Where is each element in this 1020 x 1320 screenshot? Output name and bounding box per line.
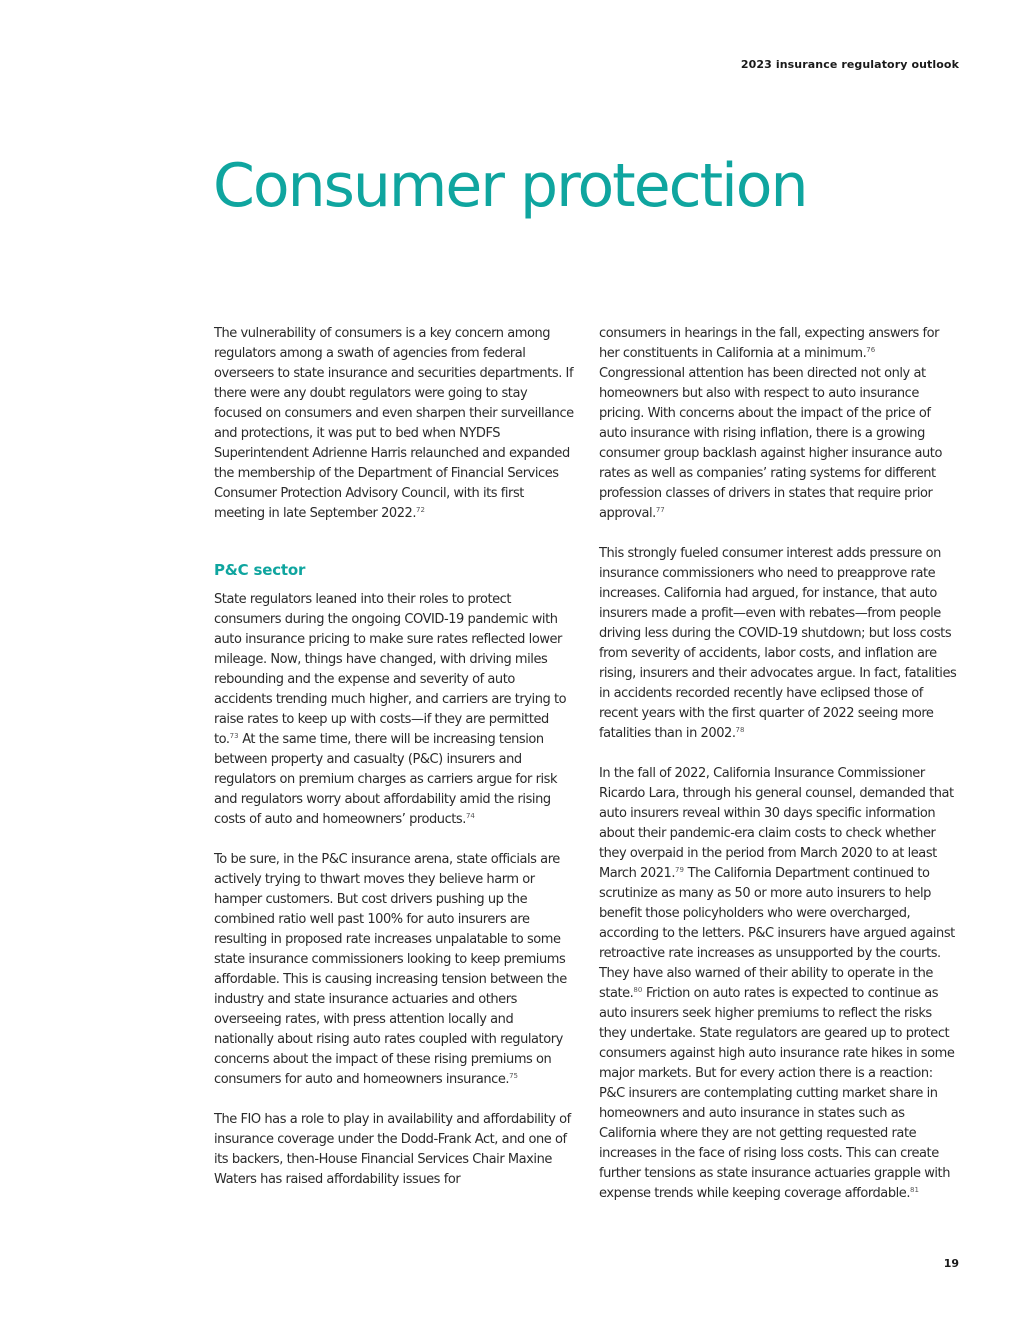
footnote-ref: 75 — [509, 1072, 518, 1080]
paragraph-text: At the same time, there will be increasing tension between property and casualty (P&C) insurers and regulators on premium charges as carriers argue for risk and regulators worry about affordability amid the rising costs of auto and homeowners’ products. — [214, 732, 558, 827]
section-heading: P&C sector — [214, 561, 306, 579]
footnote-ref: 74 — [465, 812, 475, 820]
paragraph-text: The vulnerability of consumers is a key concern among regulators among a swath of agencies from federal overseers to state insurance and securities departments. If there were any doubt regulators were going to stay focused on consumers and even sharpen their surveillance and protections, it was put to bed when NYDFS Superintendent Adrienne Harris relaunched and expanded the membership of the Department of Financial Services Consumer Protection Advisory Council, with its first meeting in late September 2022. — [214, 326, 574, 521]
footnote-ref: 72 — [416, 506, 425, 514]
body-paragraph — [599, 324, 961, 524]
page-title: Consumer protection — [213, 151, 807, 221]
running-header: 2023 insurance regulatory outlook — [740, 58, 959, 71]
intro-paragraph — [214, 324, 576, 524]
right-column — [599, 324, 961, 1204]
body-paragraph — [599, 544, 961, 744]
left-column — [214, 324, 576, 1190]
footnote-ref: 77 — [655, 506, 665, 514]
body-paragraph — [214, 590, 576, 830]
paragraph-text: This strongly fueled consumer interest adds pressure on insurance commissioners who need to preapprove rate increases. California had argued, for instance, that auto insurers made a profit—even with rebates—from people driving less during the COVID-19 shutdown; but loss costs from severity of accidents, labor costs, and inflation are rising, insurers and their advocates argue. In fact, fatalities in accidents recorded recently have eclipsed those of recent years with the first quarter of 2022 seeing more fatalities than in 2002. — [599, 546, 957, 741]
footnote-ref: 76 — [866, 346, 876, 354]
paragraph-text: To be sure, in the P&C insurance arena, state officials are actively trying to thwart moves they believe harm or hamper customers. But cost drivers pushing up the combined ratio well past 100% for auto insurers are resulting in proposed rate increases unpalatable to some state insurance commissioners looking to keep premiums affordable. This is causing increasing tension between the industry and state insurance actuaries and others overseeing rates, with press attention locally and nationally about rising auto rates coupled with regulatory concerns about the impact of these rising premiums on consumers for auto and homeowners insurance. — [214, 852, 567, 1087]
page-number: 19 — [943, 1257, 959, 1270]
paragraph-text: In the fall of 2022, California Insurance Commissioner Ricardo Lara, through his general counsel, demanded that auto insurers reveal within 30 days specific information about their pandemic-era claim costs to check whether they overpaid in the period from March 2020 to at least March 2021. — [599, 766, 954, 881]
paragraph-text: State regulators leaned into their roles to protect consumers during the ongoing COVID-19 pandemic with auto insurance pricing to make sure rates reflected lower mileage. Now, things have changed, with driving miles rebounding and the expense and severity of auto accidents trending much higher, and carriers are trying to raise rates to keep up with costs—if they are permitted to. — [214, 592, 567, 747]
footnote-ref: 80 — [633, 986, 643, 994]
body-paragraph — [214, 850, 576, 1090]
footnote-ref: 79 — [675, 866, 684, 874]
paragraph-text: The FIO has a role to play in availability and affordability of insurance coverage under the Dodd-Frank Act, and one of its backers, then-House Financial Services Chair Maxine Waters has raised affordability issues for — [214, 1112, 571, 1187]
paragraph-text: Friction on auto rates is expected to continue as auto insurers seek higher premiums to reflect the risks they undertake. State regulators are geared up to protect consumers against high auto insurance rate hikes in some major markets. But for every action there is a reaction: P&C insurers are contemplating cutting market share in homeowners and auto insurance in states such as California where they are not getting requested rate increases in the face of rising loss costs. This can create further tensions as state insurance actuaries grapple with expense trends while keeping coverage affordable. — [599, 986, 955, 1201]
paragraph-text: consumers in hearings in the fall, expecting answers for her constituents in California at a minimum. — [599, 326, 940, 361]
footnote-ref: 73 — [229, 732, 239, 740]
footnote-ref: 78 — [735, 726, 745, 734]
footnote-ref: 81 — [910, 1186, 919, 1194]
paragraph-text: Congressional attention has been directed not only at homeowners but also with respect to auto insurance pricing. With concerns about the impact of the price of auto insurance with rising inflation, there is a growing consumer group backlash against higher insurance auto rates as well as companies’ rating systems for different profession classes of drivers in states that require prior approval. — [599, 366, 942, 521]
body-paragraph — [214, 1110, 576, 1190]
paragraph-text: The California Department continued to scrutinize as many as 50 or more auto insurers to help benefit those policyholders who were overcharged, according to the letters. P&C insurers have argued against retroactive rate increases as unsupported by the courts. They have also warned of their ability to operate in the state. — [599, 866, 955, 1001]
body-paragraph — [599, 764, 961, 1204]
